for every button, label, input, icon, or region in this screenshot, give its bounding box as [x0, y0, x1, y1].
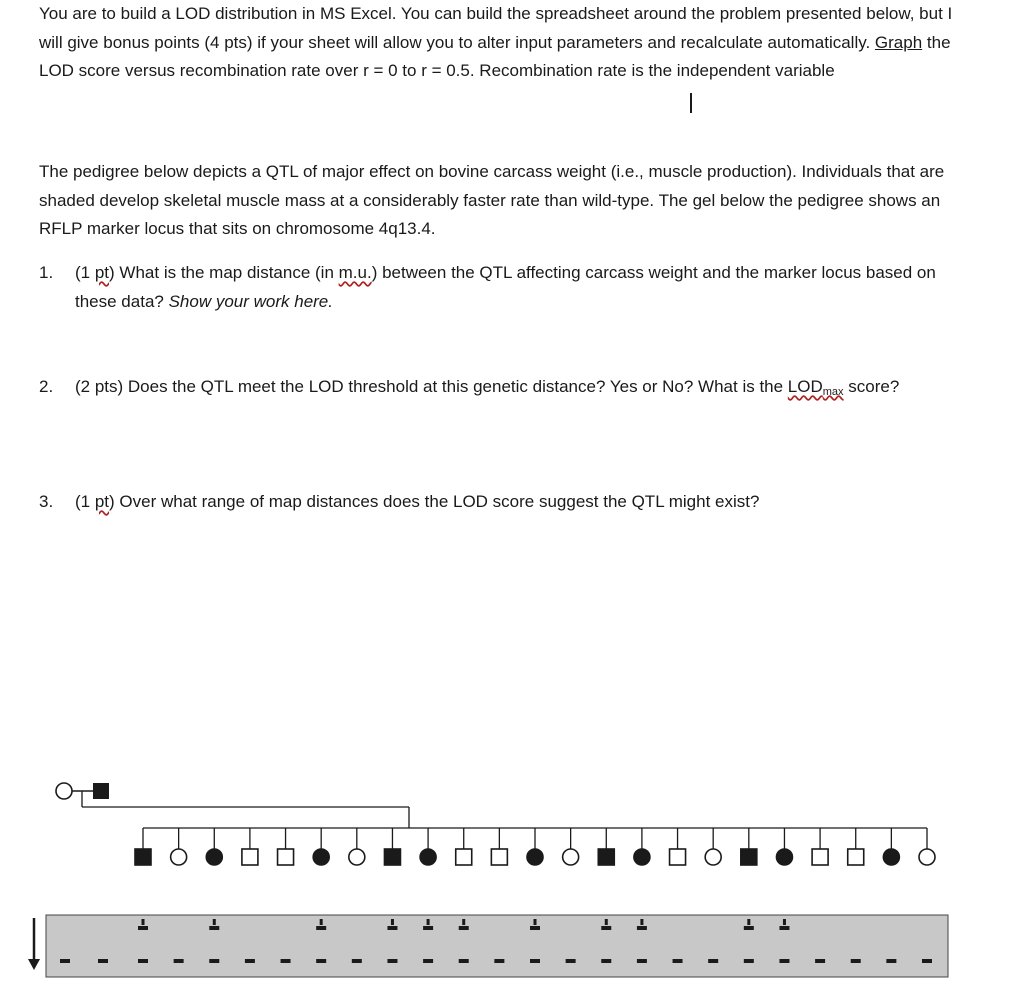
text-cursor: [690, 93, 692, 113]
gel-band-upper: [779, 926, 789, 930]
gel-band-lower: [138, 959, 148, 963]
graph-link[interactable]: Graph: [874, 32, 923, 52]
gel-band-lower: [566, 959, 576, 963]
spellcheck-word: m.u.: [338, 263, 372, 282]
question-number: 2.: [39, 377, 54, 396]
offspring-generation: [135, 828, 935, 865]
gel: [46, 915, 948, 977]
offspring-male-affected: [135, 849, 151, 865]
gel-band-upper: [209, 926, 219, 930]
offspring-male-affected: [741, 849, 757, 865]
intro-paragraph: [39, 0, 979, 86]
instruction-text: Show your work here.: [168, 291, 333, 311]
gel-well-mark: [747, 919, 750, 925]
gel-well-mark: [320, 919, 323, 925]
gel-well-mark: [783, 919, 786, 925]
gel-well-mark: [142, 919, 145, 925]
offspring-male-unaffected: [456, 849, 472, 865]
gel-band-upper: [387, 926, 397, 930]
parents-generation: [56, 783, 409, 828]
offspring-male-unaffected: [491, 849, 507, 865]
spellcheck-word: pt: [94, 263, 110, 282]
offspring-male-unaffected: [670, 849, 686, 865]
offspring-male-unaffected: [278, 849, 294, 865]
gel-band-lower: [779, 959, 789, 963]
gel-band-lower: [815, 959, 825, 963]
gel-band-lower: [98, 959, 108, 963]
gel-band-lower: [494, 959, 504, 963]
gel-band-lower: [60, 959, 70, 963]
gel-band-upper: [459, 926, 469, 930]
gel-band-lower: [387, 959, 397, 963]
offspring-male-unaffected: [812, 849, 828, 865]
offspring-female-unaffected: [919, 849, 935, 865]
intro-text-start: You are to build a LOD distribution in MS Excel. You can build the spreadsheet around the problem presented below, but I will give bonus points (4 pts) if your sheet will allow you to alter input parameters and recalculate automatically.: [39, 4, 953, 52]
gel-band-lower: [352, 959, 362, 963]
question-number: 1.: [39, 263, 54, 282]
gel-band-lower: [209, 959, 219, 963]
question-3-text: (1 pt) Over what range of map distances does the LOD score suggest the QTL might exist?: [75, 492, 760, 511]
gel-band-upper: [637, 926, 647, 930]
gel-band-lower: [423, 959, 433, 963]
gel-band-lower: [922, 959, 932, 963]
gel-well-mark: [534, 919, 537, 925]
offspring-female-unaffected: [705, 849, 721, 865]
gel-well-mark: [462, 919, 465, 925]
spellcheck-word: pt: [94, 492, 110, 511]
gel-well-mark: [427, 919, 430, 925]
offspring-female-affected: [883, 849, 899, 865]
offspring-female-affected: [527, 849, 543, 865]
gel-band-lower: [851, 959, 861, 963]
offspring-female-affected: [420, 849, 436, 865]
offspring-male-affected: [384, 849, 400, 865]
gel-band-lower: [744, 959, 754, 963]
gel-band-upper: [316, 926, 326, 930]
offspring-male-unaffected: [848, 849, 864, 865]
pedigree-and-gel-figure: [0, 760, 1024, 997]
offspring-female-unaffected: [171, 849, 187, 865]
pedigree-description: The pedigree below depicts a QTL of major effect on bovine carcass weight (i.e., muscle production). Individuals that are shaded develop skeletal muscle mass at a considerably faster rate than wild-type. The gel below the pedigree shows an RFLP marker locus that sits on chromosome 4q13.4.: [39, 162, 945, 238]
gel-band-lower: [530, 959, 540, 963]
offspring-female-affected: [313, 849, 329, 865]
gel-band-lower: [637, 959, 647, 963]
gel-band-upper: [138, 926, 148, 930]
gel-band-upper: [601, 926, 611, 930]
gel-band-lower: [316, 959, 326, 963]
gel-band-upper: [744, 926, 754, 930]
gel-band-lower: [459, 959, 469, 963]
question-2-text: (2 pts) Does the QTL meet the LOD threshold at this genetic distance? Yes or No? What is the $LOD_{max}$ score?: [75, 377, 900, 398]
gel-band-upper: [530, 926, 540, 930]
gel-band-lower: [601, 959, 611, 963]
gel-well-mark: [640, 919, 643, 925]
gel-well-mark: [213, 919, 216, 925]
offspring-female-affected: [634, 849, 650, 865]
offspring-male-affected: [598, 849, 614, 865]
parent-male-affected: [93, 783, 109, 799]
question-1-text: (1 pt) What is the map distance (in m.u.) between the QTL affecting carcass weight and the marker locus based on these data? Show your work here.: [75, 263, 936, 311]
offspring-female-unaffected: [349, 849, 365, 865]
gel-band-lower: [281, 959, 291, 963]
offspring-female-unaffected: [563, 849, 579, 865]
gel-band-lower: [673, 959, 683, 963]
gel-band-lower: [245, 959, 255, 963]
down-arrow-icon: [28, 918, 40, 970]
question-number: 3.: [39, 492, 54, 511]
intro-text-end: the LOD score versus recombination rate over r = 0 to r = 0.5. Recombination rate is the independent variable: [39, 32, 951, 80]
spellcheck-word: $LOD_{max}$: [787, 377, 844, 398]
offspring-male-unaffected: [242, 849, 258, 865]
gel-band-lower: [886, 959, 896, 963]
parent-female-unaffected: [56, 783, 72, 799]
gel-well-mark: [605, 919, 608, 925]
gel-band-lower: [174, 959, 184, 963]
offspring-female-affected: [776, 849, 792, 865]
offspring-female-affected: [206, 849, 222, 865]
gel-well-mark: [391, 919, 394, 925]
gel-band-upper: [423, 926, 433, 930]
gel-band-lower: [708, 959, 718, 963]
